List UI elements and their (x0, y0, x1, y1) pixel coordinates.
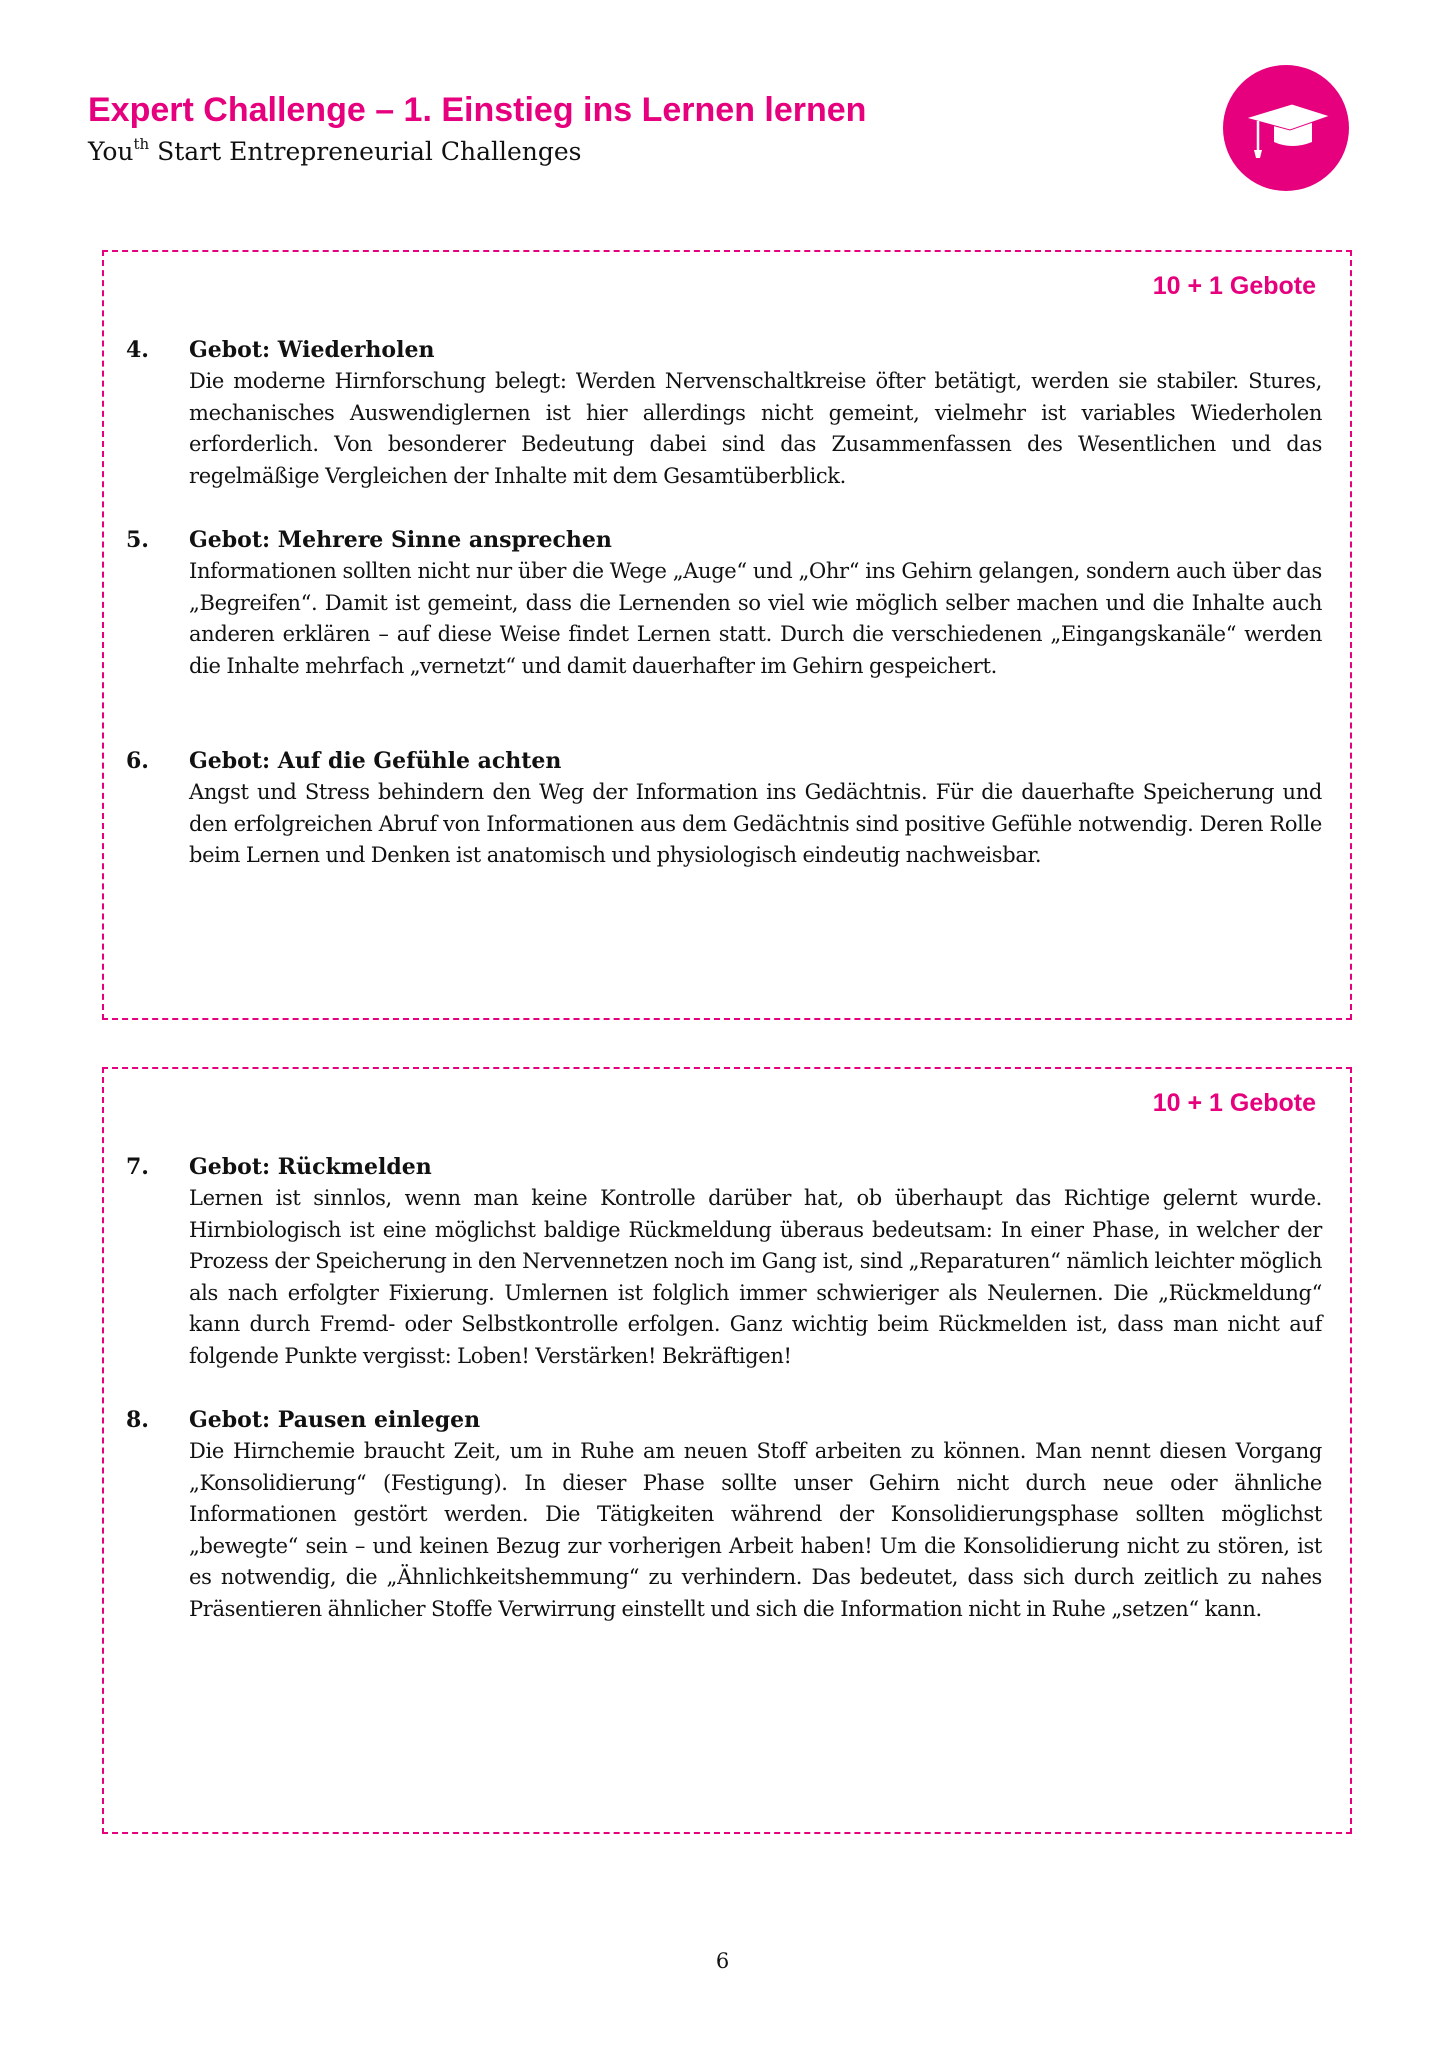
item-number: 4. (126, 337, 149, 363)
item-text: Informationen sollten nicht nur über die Wege „Auge“ und „Ohr“ ins Gehirn gelangen, sondern auch über das „Begreifen“. Damit ist gemeint, dass die Lernenden so viel wie möglich selber machen und die Inhalte auch anderen erklären – auf diese Weise findet Lernen statt. Durch die verschiedenen „Eingangskanäle“ werden die Inhalte mehrfach „vernetzt“ und damit dauerhafter im Gehirn gespeichert. (189, 559, 1322, 678)
page-title: Expert Challenge – 1. Einstieg ins Lernen lernen (88, 91, 867, 129)
item-number: 5. (126, 527, 149, 553)
item-heading: Gebot: Rückmelden (189, 1154, 432, 1180)
page-number: 6 (715, 1949, 730, 1973)
commandments-box-1 (102, 250, 1352, 1020)
box-label: 10 + 1 Gebote (1152, 272, 1316, 300)
item-number: 8. (126, 1407, 149, 1433)
item-text: Die Hirnchemie braucht Zeit, um in Ruhe am neuen Stoff arbeiten zu können. Man nennt diesen Vorgang „Konsolidierung“ (Festigung). In dieser Phase sollte unser Gehirn nicht durch neue oder ähnliche Informationen gestört werden. Die Tätigkeiten während der Konsolidierungsphase sollten möglichst „bewegte“ sein – und keinen Bezug zur vorherigen Arbeit haben! Um die Konsolidierung nicht zu stören, ist es notwendig, die „Ähnlichkeitshemmung“ zu verhindern. Das bedeutet, dass sich durch zeitlich zu nahes Präsentieren ähnlicher Stoffe Verwirrung einstellt und sich die Information nicht in Ruhe „setzen“ kann. (189, 1439, 1322, 1621)
item-text: Angst und Stress behindern den Weg der Information ins Gedächtnis. Für die dauerhafte Speicherung und den erfolgreichen Abruf von Informationen aus dem Gedächtnis sind positive Gefühle notwendig. Deren Rolle beim Lernen und Denken ist anatomisch und physiologisch eindeutig nachweisbar. (189, 780, 1322, 868)
box-label: 10 + 1 Gebote (1152, 1089, 1316, 1117)
item-number: 6. (126, 748, 149, 774)
item-text: Die moderne Hirnforschung belegt: Werden Nervenschaltkreise öfter betätigt, werden sie stabiler. Stures, mechanisches Auswendiglernen ist hier allerdings nicht gemeint, vielmehr ist variables Wiederholen erforderlich. Von besonderer Bedeutung dabei sind das Zusammenfassen des Wesentlichen und das regelmäßige Vergleichen der Inhalte mit dem Gesamtüberblick. (189, 369, 1322, 488)
subtitle-rest: Start Entrepreneurial Challenges (149, 137, 582, 166)
subtitle-you: You (88, 137, 134, 166)
subtitle-superscript: th (133, 134, 150, 153)
page-subtitle (88, 136, 582, 168)
item-heading: Gebot: Pausen einlegen (189, 1407, 481, 1433)
item-text: Lernen ist sinnlos, wenn man keine Kontrolle darüber hat, ob überhaupt das Richtige gelernt wurde. Hirnbiologisch ist eine möglichst baldige Rückmeldung überaus bedeutsam: In einer Phase, in welcher der Prozess der Speicherung in den Nervennetzen noch im Gang ist, sind „Reparaturen“ nämlich leichter möglich als nach erfolgter Fixierung. Umlernen ist folglich immer schwieriger als Neulernen. Die „Rückmeldung“ kann durch Fremd- oder Selbstkontrolle erfolgen. Ganz wichtig beim Rückmelden ist, dass man nicht auf folgende Punkte vergisst: Loben! Verstärken! Bekräftigen! (189, 1186, 1322, 1368)
commandments-box-2 (102, 1067, 1352, 1834)
graduation-cap-logo-svg (1222, 64, 1350, 192)
item-number: 7. (126, 1154, 149, 1180)
item-heading: Gebot: Mehrere Sinne ansprechen (189, 527, 612, 553)
item-heading: Gebot: Wiederholen (189, 337, 435, 363)
graduation-cap-icon (1222, 64, 1350, 192)
item-heading: Gebot: Auf die Gefühle achten (189, 748, 562, 774)
